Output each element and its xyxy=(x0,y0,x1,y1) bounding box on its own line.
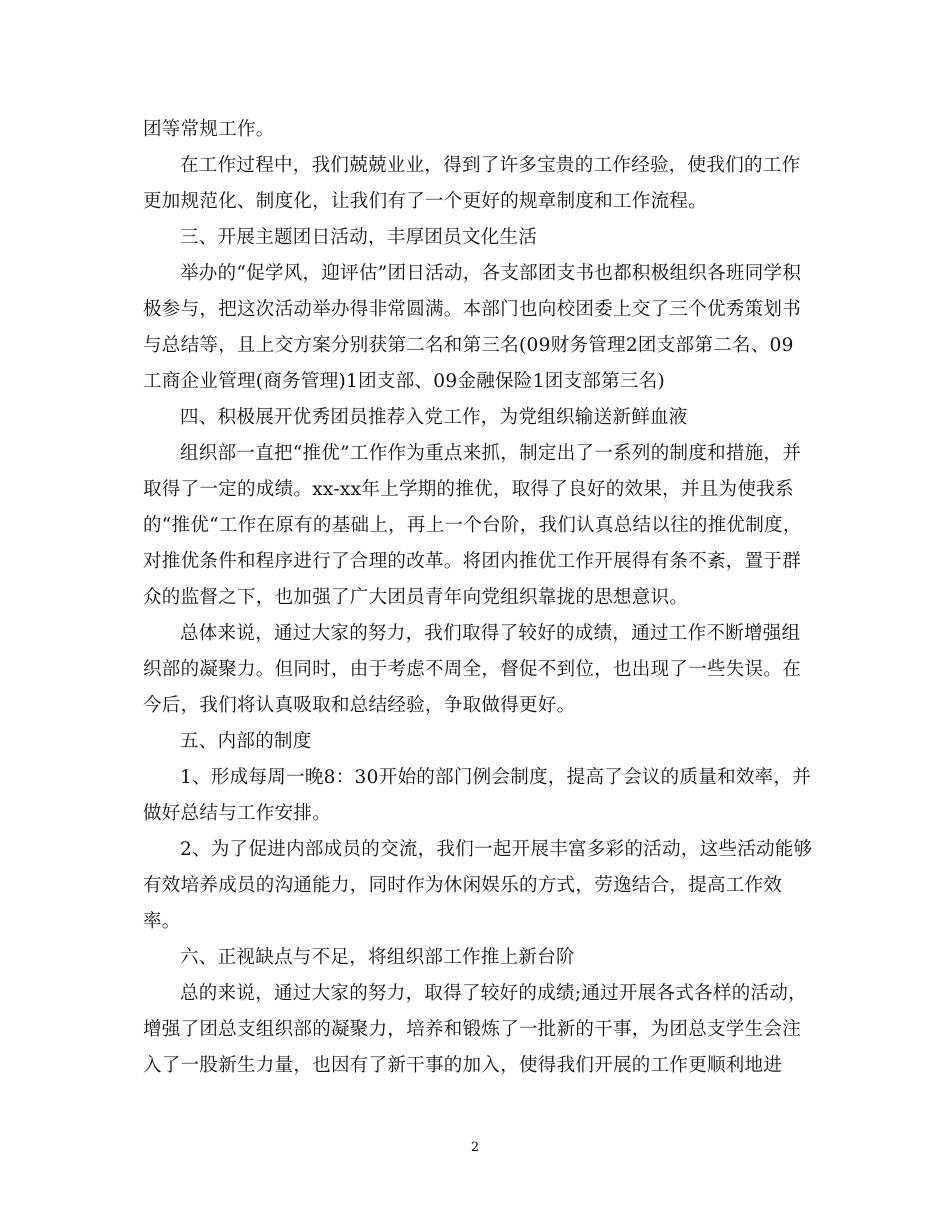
paragraph-first-line: 举办的“促学风，迎评估”团日活动，各支部团支书也都积极组织各班同学积 xyxy=(180,263,802,284)
text-line: 工商企业管理(商务管理)1团支部、09金融保险1团支部第三名) xyxy=(143,371,666,392)
text-line: 做好总结与工作安排。 xyxy=(143,803,332,824)
section-heading: 五、内部的制度 xyxy=(180,731,312,752)
text-line: 入了一股新生力量，也因有了新干事的加入，使得我们开展的工作更顺利地进 xyxy=(143,1055,783,1076)
section-heading: 三、开展主题团日活动，丰厚团员文化生活 xyxy=(180,227,538,248)
text-line: 织部的凝聚力。但同时，由于考虑不周全，督促不到位，也出现了一些失误。在 xyxy=(143,659,802,680)
text-line: 今后，我们将认真吸取和总结经验，争取做得更好。 xyxy=(143,695,576,716)
section-heading: 六、正视缺点与不足，将组织部工作推上新台阶 xyxy=(180,947,575,968)
text-line: 增强了团总支组织部的凝聚力，培养和锻炼了一批新的干事，为团总支学生会注 xyxy=(143,1019,802,1040)
text-line: 与总结等，且上交方案分别获第二名和第三名(09财务管理2团支部第二名、09 xyxy=(143,335,794,356)
paragraph-first-line: 总体来说，通过大家的努力，我们取得了较好的成绩，通过工作不断增强组 xyxy=(180,623,801,644)
text-line: 团等常规工作。 xyxy=(143,119,275,140)
text-line: 率。 xyxy=(143,911,181,932)
paragraph-first-line: 在工作过程中，我们兢兢业业，得到了许多宝贵的工作经验，使我们的工作 xyxy=(180,155,801,176)
paragraph-first-line: 2、为了促进内部成员的交流，我们一起开展丰富多彩的活动，这些活动能够 xyxy=(180,839,813,860)
text-line: 取得了一定的成绩。xx-xx年上学期的推优，取得了良好的效果，并且为使我系 xyxy=(143,479,794,500)
text-line: 有效培养成员的沟通能力，同时作为休闲娱乐的方式，劳逸结合，提高工作效 xyxy=(143,875,783,896)
page-number: 2 xyxy=(470,1140,480,1155)
section-heading: 四、积极展开优秀团员推荐入党工作，为党组织输送新鲜血液 xyxy=(180,407,688,428)
text-line: 极参与，把这次活动举办得非常圆满。本部门也向校团委上交了三个优秀策划书 xyxy=(143,299,802,320)
paragraph-first-line: 组织部一直把“推优”工作作为重点来抓，制定出了一系列的制度和措施，并 xyxy=(180,443,802,464)
text-line: 的“推优“工作在原有的基础上，再上一个台阶，我们认真总结以往的推优制度， xyxy=(143,515,802,536)
text-line: 众的监督之下，也加强了广大团员青年向党组织靠拢的思想意识。 xyxy=(143,587,689,608)
paragraph-first-line: 总的来说，通过大家的努力，取得了较好的成绩;通过开展各式各样的活动， xyxy=(180,983,807,1004)
text-line: 更加规范化、制度化，让我们有了一个更好的规章制度和工作流程。 xyxy=(143,191,708,212)
paragraph-first-line: 1、形成每周一晚8：30开始的部门例会制度，提高了会议的质量和效率，并 xyxy=(180,767,812,788)
text-line: 对推优条件和程序进行了合理的改革。将团内推优工作开展得有条不紊，置于群 xyxy=(143,551,802,572)
